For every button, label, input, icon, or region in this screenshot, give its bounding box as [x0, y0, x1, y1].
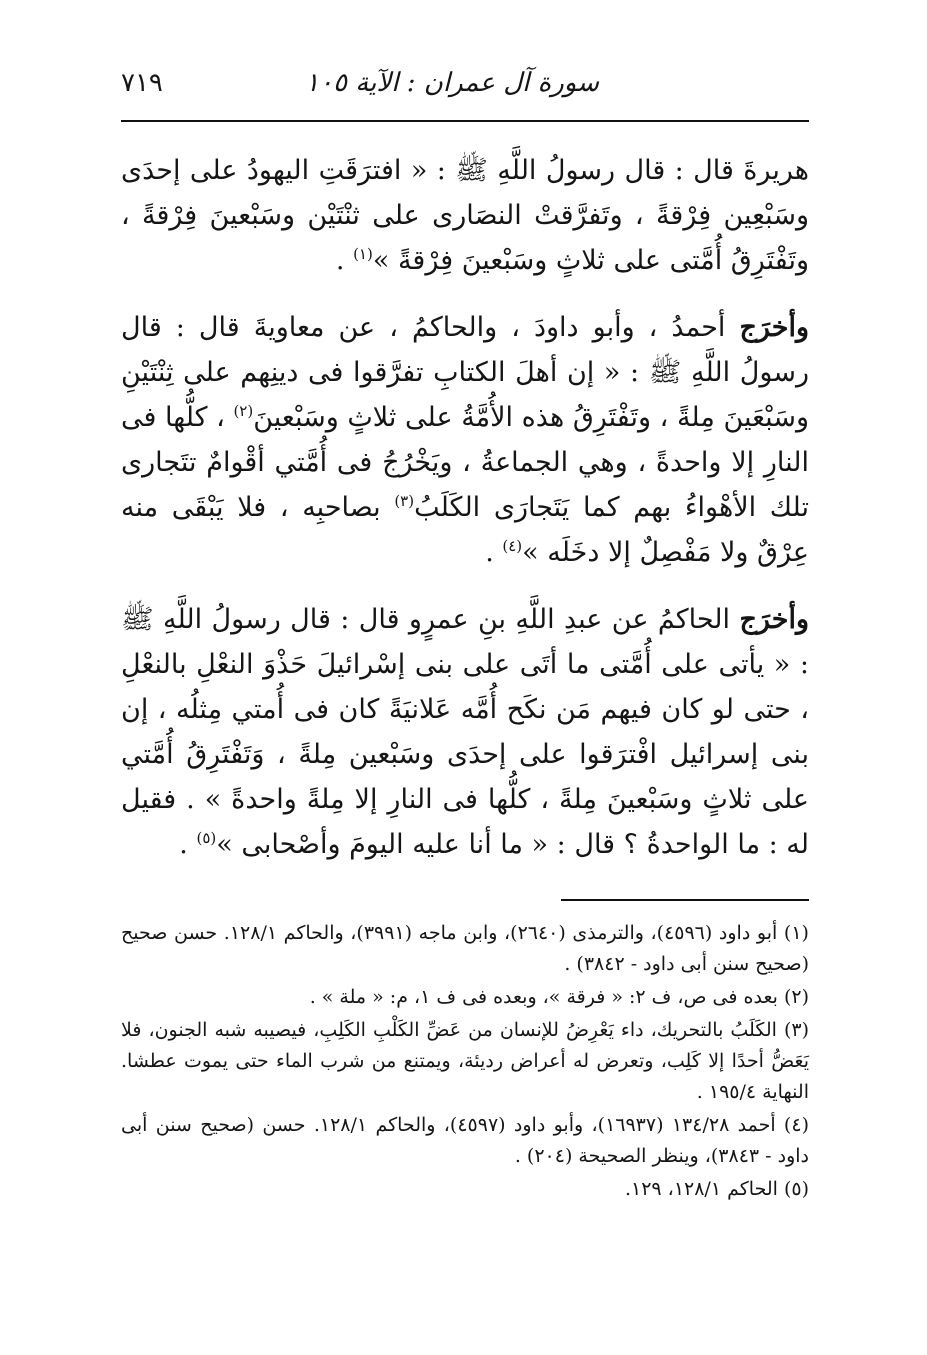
paragraph-end: .: [179, 829, 197, 860]
paragraph-text: ، كلُّها فى النارِ إلا واحدةً ، وهي الجماعةُ ، ويَخْرُجُ فى أُمَّتي أقْوامٌ تتَجارى تلك الأهْواءُ بهم كما يَتَجارَى الكَلَبُ: [121, 402, 809, 523]
footnote-3: (٣) الكَلَبُ بالتحريك، داء يَعْرِضُ للإنسان من عَضِّ الكَلْبِ الكَلِبِ، فيصيبه شبه الجنون، فلا يَعَضُّ أحدًا إلا كَلِب، وتعرض له أعراض رديئة، ويمتنع من شرب الماء حتى يموت عطشا. النهاية ١٩٥/٤ .: [121, 1019, 809, 1103]
paragraph-text: الحاكمُ عن عبدِ اللَّهِ بنِ عمرٍو قال : قال رسولُ اللَّهِ ﷺ : « يأتى على أُمَّتى ما أتَى على بنى إسْرائيلَ حَذْوَ النعْلِ بالنعْلِ ، حتى لو كان فيهم مَن نكَح أُمَّه عَلانيَةً كان فى أُمتي مِثلُه ، إن بنى إسرائيل افْترَقوا على إحدَى وسَبْعين مِلةً ، وَتَفْتَرِقُ أُمَّتي على ثلاثٍ وسَبْعينَ مِلةً ، كلُّها فى النارِ إلا مِلةً واحدةً » . فقيل له : ما الواحدةُ ؟ قال : « ما أنا عليه اليومَ وأصْحابى »: [121, 604, 809, 860]
paragraph-text: بصاحبِه ، فلا يَبْقَى منه عِرْقٌ ولا مَفْصِلٌ إلا دخَلَه »: [121, 492, 809, 568]
paragraph-2: [121, 305, 809, 575]
footnote-ref: (٣): [394, 492, 415, 510]
footnote-ref: (١): [353, 245, 373, 263]
running-header: [121, 60, 809, 116]
paragraph-end: .: [335, 245, 354, 276]
paragraph-1: [121, 148, 809, 283]
footnote-1: (١) أبو داود (٤٥٩٦)، والترمذى (٢٦٤٠)، وابن ماجه (٣٩٩١)، والحاكم ١٢٨/١. حسن صحيح (صحيح سنن أبى داود - ٣٨٤٢) .: [121, 922, 809, 975]
page-number: ٧١٩: [121, 68, 163, 98]
footnote-ref: (٤): [502, 537, 523, 555]
footnote-rule: [561, 899, 809, 901]
paragraph-lead: وأخرَج: [739, 312, 809, 343]
paragraph-3: [121, 597, 809, 867]
footnote-ref: (٢): [233, 402, 254, 420]
paragraph-text: هريرةَ قال : قال رسولُ اللَّهِ ﷺ : « افترَقَتِ اليهودُ على إحدَى وسَبْعِين فِرْقةً ، وتَفرَّقتْ النصَارى على ثنْتَيْن وسَبْعينَ فِرْقةً ، وتَفْتَرِقُ أُمَّتى على ثلاثٍ وسَبْعينَ فِرْقةً »: [121, 155, 809, 276]
paragraph-lead: وأخرَج: [739, 604, 809, 635]
header-rule: [121, 120, 809, 122]
paragraph-text: أحمدُ ، وأبو داودَ ، والحاكمُ ، عن معاويةَ قال : قال رسولُ اللَّهِ ﷺ : « إن أهلَ الكتابِ تفرَّقوا فى دينِهم على ثِنْتَيْنِ وسَبْعَينَ مِلةً ، وتَفْتَرِقُ هذه الأُمَّةُ على ثلاثٍ وسَبْعينَ: [121, 312, 809, 433]
footnotes: [121, 918, 809, 1207]
header-title: سورة آل عمران : الآية ١٠٥: [305, 68, 599, 98]
footnote-5: (٥) الحاكم ١٢٨/١، ١٢٩.: [624, 1178, 809, 1200]
footnote-ref: (٥): [196, 829, 217, 847]
footnote-2: (٢) بعده فى ص، ف ٢: « فرقة »، وبعده فى ف ١، م: « ملة » .: [309, 986, 809, 1008]
main-text: [121, 148, 809, 889]
paragraph-end: .: [485, 537, 503, 568]
footnote-4: (٤) أحمد ١٣٤/٢٨ (١٦٩٣٧)، وأبو داود (٤٥٩٧)، والحاكم ١٢٨/١. حسن (صحيح سنن أبى داود - ٣٨٤٣)، وينظر الصحيحة (٢٠٤) .: [121, 1114, 809, 1167]
